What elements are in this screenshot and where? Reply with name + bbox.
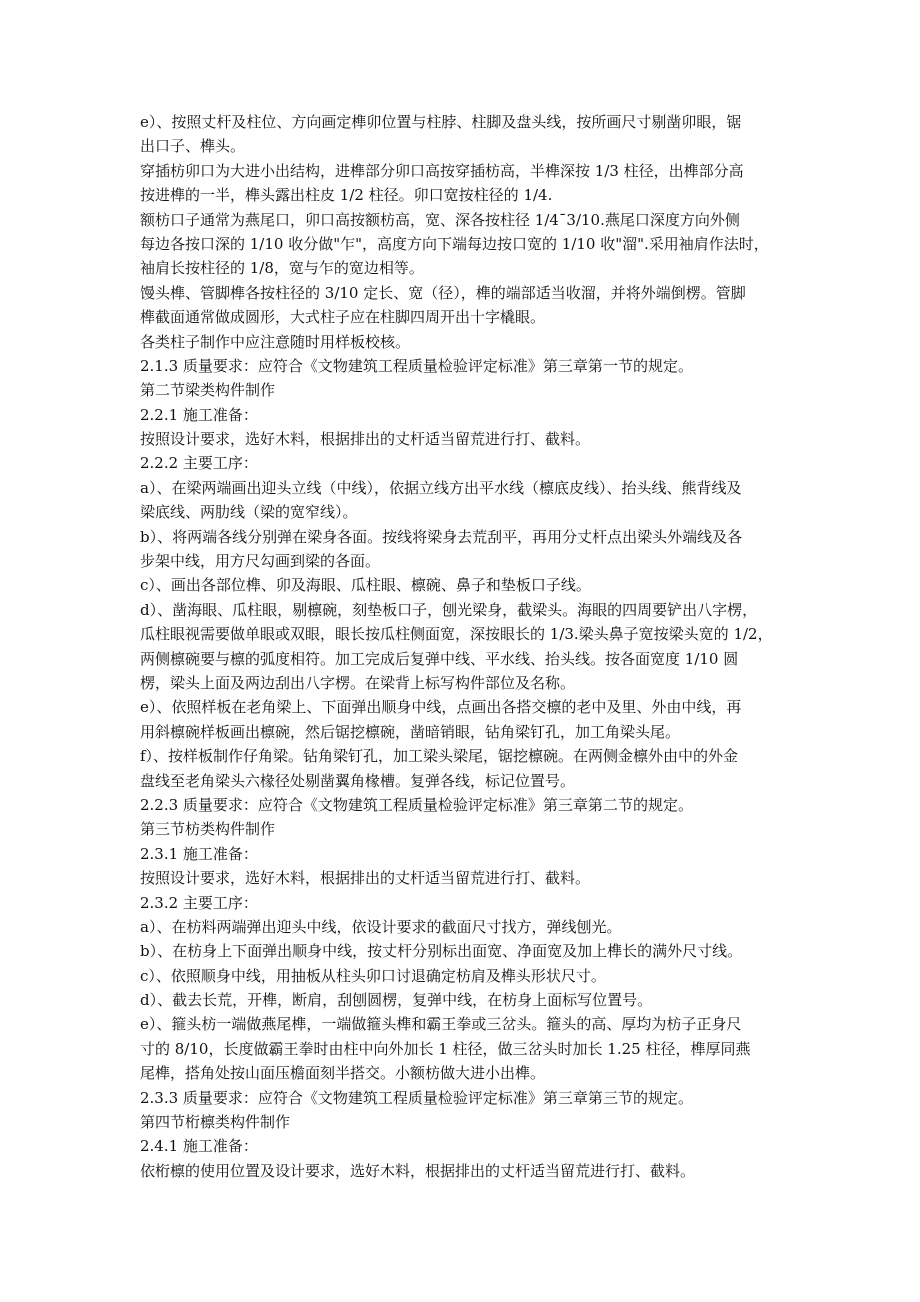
text-line: f）、按样板制作仔角梁。钻角梁钉孔，加工梁头梁尾，锯挖檩碗。在两侧金檩外由中的外金 (140, 747, 739, 766)
text-line: 盘线至老角梁头六椽径处剔凿翼角椽槽。复弹各线，标记位置号。 (140, 771, 576, 790)
text-line: 寸的 8/10，长度做霸王拳时由柱中向外加长 1 柱径，做三岔头时加长 1.25 柱径，榫厚同燕 (140, 1039, 751, 1058)
text-line: a）、在梁两端画出迎头立线（中线），依据立线方出平水线（檩底皮线）、抬头线、熊背线及 (140, 478, 742, 497)
text-line: 两侧檩碗要与檩的弧度相符。加工完成后复弹中线、平水线、抬头线。按各面宽度 1/10 圆 (140, 649, 739, 668)
section-heading: 第四节桁檩类构件制作 (140, 1113, 291, 1132)
text-line: e）、按照丈杆及柱位、方向画定榫卯位置与柱脖、柱脚及盘头线，按所画尺寸剔凿卯眼，锯 (140, 113, 742, 131)
text-line: 额枋口子通常为燕尾口，卯口高按额枋高，宽、深各按柱径 1/4¯3/10.燕尾口深度方向外侧 (140, 210, 740, 229)
subsection-heading: 2.3.1 施工准备： (140, 844, 258, 863)
text-line: 各类柱子制作中应注意随时用样板校核。 (140, 332, 411, 351)
text-line: 2.3.3 质量要求：应符合《文物建筑工程质量检验评定标准》第三章第三节的规定。 (140, 1088, 693, 1107)
subsection-heading: 2.2.2 主要工序： (140, 454, 258, 473)
section-heading: 第二节梁类构件制作 (140, 381, 276, 400)
text-line: a）、在枋料两端弹出迎头中线，依设计要求的截面尺寸找方，弹线刨光。 (140, 917, 622, 936)
text-line: 榫截面通常做成圆形，大式柱子应在柱脚四周开出十字橇眼。 (140, 308, 546, 327)
text-line: d）、截去长荒，开榫，断肩，刮刨圆楞，复弹中线，在枋身上面标写位置号。 (140, 991, 653, 1010)
text-line: c）、依照顺身中线，用抽板从柱头卯口讨退确定枋肩及榫头形状尺寸。 (140, 966, 606, 985)
text-line: 2.2.3 质量要求：应符合《文物建筑工程质量检验评定标准》第三章第二节的规定。 (140, 795, 693, 814)
text-line: e）、箍头枋一端做燕尾榫，一端做箍头榫和霸王拳或三岔头。箍头的高、厚均为枋子正身尺 (140, 1015, 742, 1034)
subsection-heading: 2.3.2 主要工序： (140, 893, 258, 912)
text-line: 2.1.3 质量要求：应符合《文物建筑工程质量检验评定标准》第三章第一节的规定。 (140, 356, 693, 375)
text-line: 瓜柱眼视需要做单眼或双眼，眼长按瓜柱侧面宽，深按眼长的 1/3.梁头鼻子宽按梁头宽的 1/2， (140, 625, 773, 644)
section-heading: 第三节枋类构件制作 (140, 820, 276, 839)
text-line: b）、在枋身上下面弹出顺身中线，按丈杆分别标出面宽、净面宽及加上榫长的满外尺寸线。 (140, 942, 743, 961)
subsection-heading: 2.2.1 施工准备： (140, 405, 258, 424)
text-line: 依桁檩的使用位置及设计要求，选好木料，根据排出的丈杆适当留荒进行打、截料。 (140, 1161, 696, 1180)
text-line: 按照设计要求，选好木料，根据排出的丈杆适当留荒进行打、截料。 (140, 430, 591, 449)
text-line: 袖肩长按柱径的 1/8，宽与乍的宽边相等。 (140, 259, 424, 278)
text-line: 梁底线、两肋线（梁的宽窄线）。 (140, 503, 358, 522)
text-line: d）、凿海眼、瓜柱眼，剔檩碗，刻垫板口子，刨光梁身，截梁头。海眼的四周要铲出八字楞， (140, 600, 758, 619)
text-line: e）、依照样板在老角梁上、下面弹出顺身中线，点画出各搭交檩的老中及里、外由中线，再 (140, 698, 742, 717)
text-line: 用斜檩碗样板画出檩碗，然后锯挖檩碗，凿暗销眼，钻角梁钉孔，加工角梁头尾。 (140, 722, 681, 741)
text-line: 穿插枋卯口为大进小出结构，进榫部分卯口高按穿插枋高，半榫深按 1/3 柱径，出榫部分高 (140, 161, 744, 180)
text-line: 馒头榫、管脚榫各按柱径的 3/10 定长、宽（径），榫的端部适当收溜，并将外端倒楞。管脚 (140, 283, 746, 302)
subsection-heading: 2.4.1 施工准备： (140, 1137, 258, 1156)
document-body (140, 110, 790, 1183)
text-line: 出口子、榫头。 (140, 137, 246, 156)
text-line: 尾榫，搭角处按山面压檐面刻半搭交。小额枋做大进小出榫。 (140, 1064, 546, 1083)
text-line: 每边各按口深的 1/10 收分做"乍"，高度方向下端每边按口宽的 1/10 收"溜".采用袖肩作法时， (140, 234, 769, 253)
text-line: 按照设计要求，选好木料，根据排出的丈杆适当留荒进行打、截料。 (140, 869, 591, 888)
text-line: b）、将两端各线分别弹在梁身各面。按线将梁身去荒刮平，再用分丈杆点出梁头外端线及各 (140, 527, 743, 546)
text-line: c）、画出各部位榫、卯及海眼、瓜柱眼、檩碗、鼻子和垫板口子线。 (140, 576, 591, 595)
text-line: 楞，梁头上面及两边刮出八字楞。在梁背上标写构件部位及名称。 (140, 673, 576, 692)
text-line: 步架中线，用方尺勾画到梁的各面。 (140, 552, 381, 571)
text-line: 按进榫的一半，榫头露出柱皮 1/2 柱径。卯口宽按柱径的 1/4. (140, 186, 553, 205)
